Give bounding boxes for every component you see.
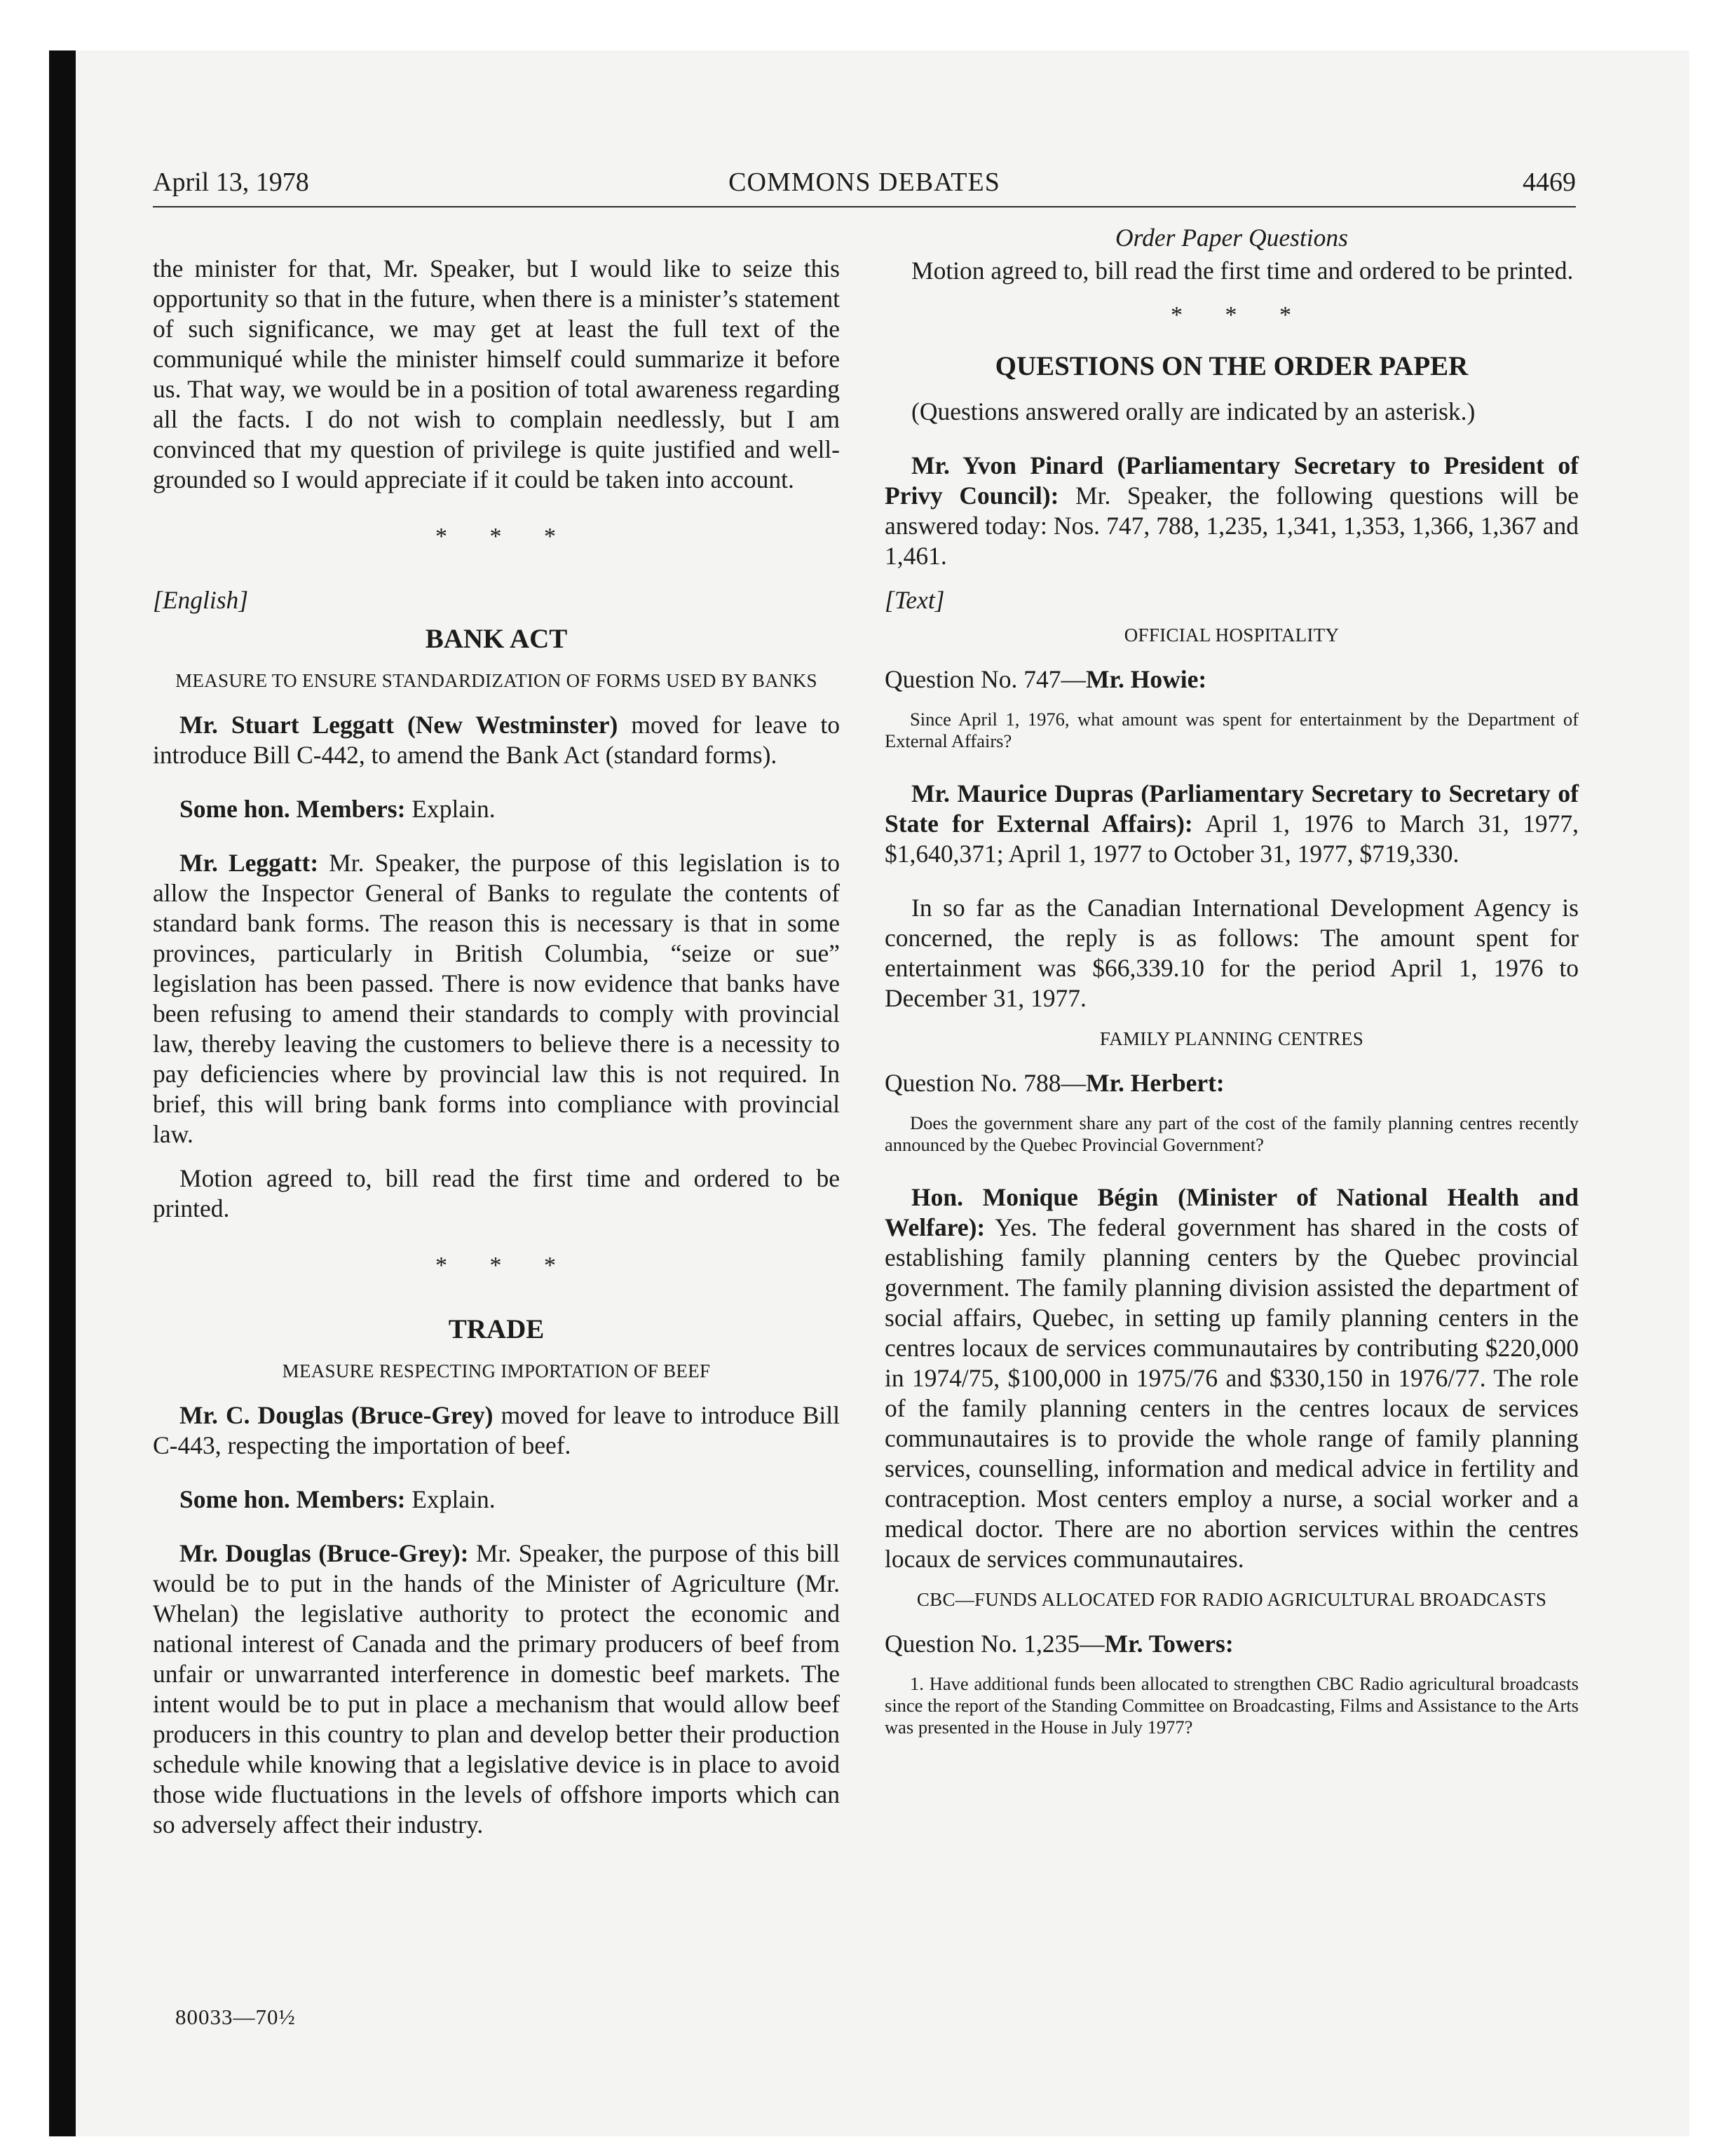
speaker-name: Mr. Yvon Pinard (Parliamentary Secretary to President of Privy Council): (885, 451, 1579, 510)
scan-spine-edge (49, 50, 76, 2136)
q788-subheading: FAMILY PLANNING CENTRES (1099, 1028, 1364, 1049)
speech-text: Explain. (405, 795, 496, 823)
q1235-line (885, 1629, 1579, 1659)
q788-line (885, 1068, 1579, 1098)
bank-act-subheading: MEASURE TO ENSURE STANDARDIZATION OF FORMS USED BY BANKS (175, 670, 817, 691)
bank-act-leggatt-speech (153, 848, 840, 1149)
text-note: [Text] (885, 586, 945, 614)
q747-answer (885, 779, 1579, 869)
speaker-name: Mr. Douglas (Bruce-Grey): (179, 1539, 469, 1567)
speech-text: April 1, 1976 to March 31, 1977, $1,640,371; April 1, 1977 to October 31, 1977, $719,330. (885, 810, 1579, 868)
question-number: Question No. 1,235— (885, 1630, 1105, 1658)
question-member: Mr. Howie: (1085, 665, 1207, 693)
bank-act-agreed: Motion agreed to, bill read the first time and ordered to be printed. (153, 1164, 840, 1222)
question-number: Question No. 747— (885, 665, 1086, 693)
order-paper-note: (Questions answered orally are indicated by an asterisk.) (911, 397, 1476, 425)
bank-act-members (153, 794, 840, 824)
speaker-name: Mr. Leggatt: (179, 849, 319, 877)
print-code: 80033—70½ (175, 2005, 296, 2029)
bank-act-motion (153, 710, 840, 770)
speech-text: Mr. Speaker, the purpose of this legislation is to allow the Inspector General of Banks to regulate the contents of standard bank forms. The reason this is necessary is that in some provinces, particularly in British Columbia, “seize or sue” legislation has been passed. There is now evidence that banks have been refusing to amend their standards to comply with provincial law, thereby leaving the customers to believe there is a necessity to pay deficiencies where by provincial law this is not required. In brief, this will bring bank forms into compliance with provincial law. (153, 849, 840, 1148)
q747-question-text: Since April 1, 1976, what amount was spent for entertainment by the Department of External Affairs? (885, 709, 1579, 751)
header-publication: COMMONS DEBATES (728, 168, 1000, 197)
speech-text: Mr. Speaker, the following questions will be answered today: Nos. 747, 788, 1,235, 1,341, 1,353, 1,366, 1,367 and 1,461. (885, 482, 1579, 570)
previous-motion-agreed: Motion agreed to, bill read the first time and ordered to be printed. (911, 257, 1574, 285)
trade-members (153, 1485, 840, 1515)
speech-text: moved for leave to introduce Bill C-443, respecting the importation of beef. (153, 1401, 840, 1459)
section-separator: * * * (435, 524, 574, 550)
question-number: Question No. 788— (885, 1069, 1086, 1097)
speech-text: moved for leave to introduce Bill C-442, to amend the Bank Act (standard forms). (153, 711, 840, 769)
trade-douglas-speech (153, 1538, 840, 1840)
q1235-subheading: CBC—FUNDS ALLOCATED FOR RADIO AGRICULTURAL BROADCASTS (916, 1589, 1547, 1610)
trade-heading: TRADE (448, 1314, 545, 1344)
q788-question-text: Does the government share any part of the cost of the family planning centres recently announced by the Quebec Provincial Government? (885, 1112, 1579, 1155)
speaker-name: Mr. C. Douglas (Bruce-Grey) (179, 1401, 494, 1429)
q747-subheading: OFFICIAL HOSPITALITY (1124, 625, 1340, 646)
speaker-name: Mr. Stuart Leggatt (New Westminster) (179, 711, 618, 739)
header-page-number: 4469 (1523, 168, 1576, 197)
speaker-name: Hon. Monique Bégin (Minister of National Health and Welfare): (885, 1183, 1579, 1241)
continuation-paragraph: the minister for that, Mr. Speaker, but I would like to seize this opportunity so that in the future, when there is a minister’s statement of such significance, we may get at least the full text of the communiqué while the minister himself could summarize it before us. That way, we would be in a position of total awareness regarding all the facts. I do not wish to complain needlessly, but I am convinced that my question of privilege is quite justified and well-grounded so I would appreciate if it could be taken into account. (153, 254, 840, 493)
language-note: [English] (153, 586, 249, 614)
q747-answer-cida: In so far as the Canadian International Development Agency is concerned, the reply is as follows: The amount spent for entertainment was $66,339.10 for the period April 1, 1976 to December 31, 1977. (885, 894, 1579, 1012)
running-head: Order Paper Questions (1115, 224, 1348, 252)
speech-text: Mr. Speaker, the purpose of this bill would be to put in the hands of the Minister of Agriculture (Mr. Whelan) the legislative authority to protect the economic and national interest of Canada and the primary producers of beef from unfair or unwarranted interference in domestic beef markets. The intent would be to put in place a mechanism that would allow beef producers in this country to plan and develop better their production schedule while knowing that a legislative device is in place to avoid those wide fluctuations in the levels of offshore imports which can so adversely affect their industry. (153, 1539, 841, 1838)
q788-answer (885, 1182, 1579, 1574)
question-member: Mr. Herbert: (1085, 1069, 1225, 1097)
speaker-name: Some hon. Members: (179, 1485, 406, 1513)
speaker-name: Some hon. Members: (179, 795, 406, 823)
pinard-statement (885, 451, 1579, 571)
left-column (153, 254, 840, 1864)
speech-text: Yes. The federal government has shared in the costs of establishing family planning centers by the Quebec provincial government. The family planning division assisted the department of social affairs, Quebec, in setting up family planning centers in the centres locaux de services communautaires by contributing $220,000 in 1974/75, $100,000 in 1975/76 and $330,150 in 1976/77. The role of the family planning centers in the centres locaux de services communautaires is to provide the whole range of family planning services, counselling, information and medical advice in fertility and contraception. Most centers employ a nurse, a social worker and a medical doctor. There are no abortion services within the centres locaux de services communautaires. (885, 1213, 1579, 1573)
speaker-name: Mr. Maurice Dupras (Parliamentary Secretary to Secretary of State for External Affairs): (885, 779, 1579, 838)
question-member: Mr. Towers: (1104, 1630, 1234, 1658)
trade-subheading: MEASURE RESPECTING IMPORTATION OF BEEF (282, 1360, 711, 1381)
section-separator: * * * (1171, 302, 1309, 328)
trade-motion (153, 1400, 840, 1461)
right-column (885, 223, 1579, 1765)
header-date: April 13, 1978 (153, 168, 309, 197)
section-separator: * * * (435, 1253, 574, 1278)
bank-act-heading: BANK ACT (425, 624, 568, 654)
order-paper-heading: QUESTIONS ON THE ORDER PAPER (995, 351, 1469, 381)
speech-text: Explain. (405, 1485, 496, 1513)
q1235-question-text: 1. Have additional funds been allocated to strengthen CBC Radio agricultural broadcasts since the report of the Standing Committee on Broadcasting, Films and Assistance to the Arts was presented in the House in July 1977? (885, 1673, 1579, 1738)
q747-line (885, 664, 1579, 695)
page-header (153, 167, 1576, 207)
